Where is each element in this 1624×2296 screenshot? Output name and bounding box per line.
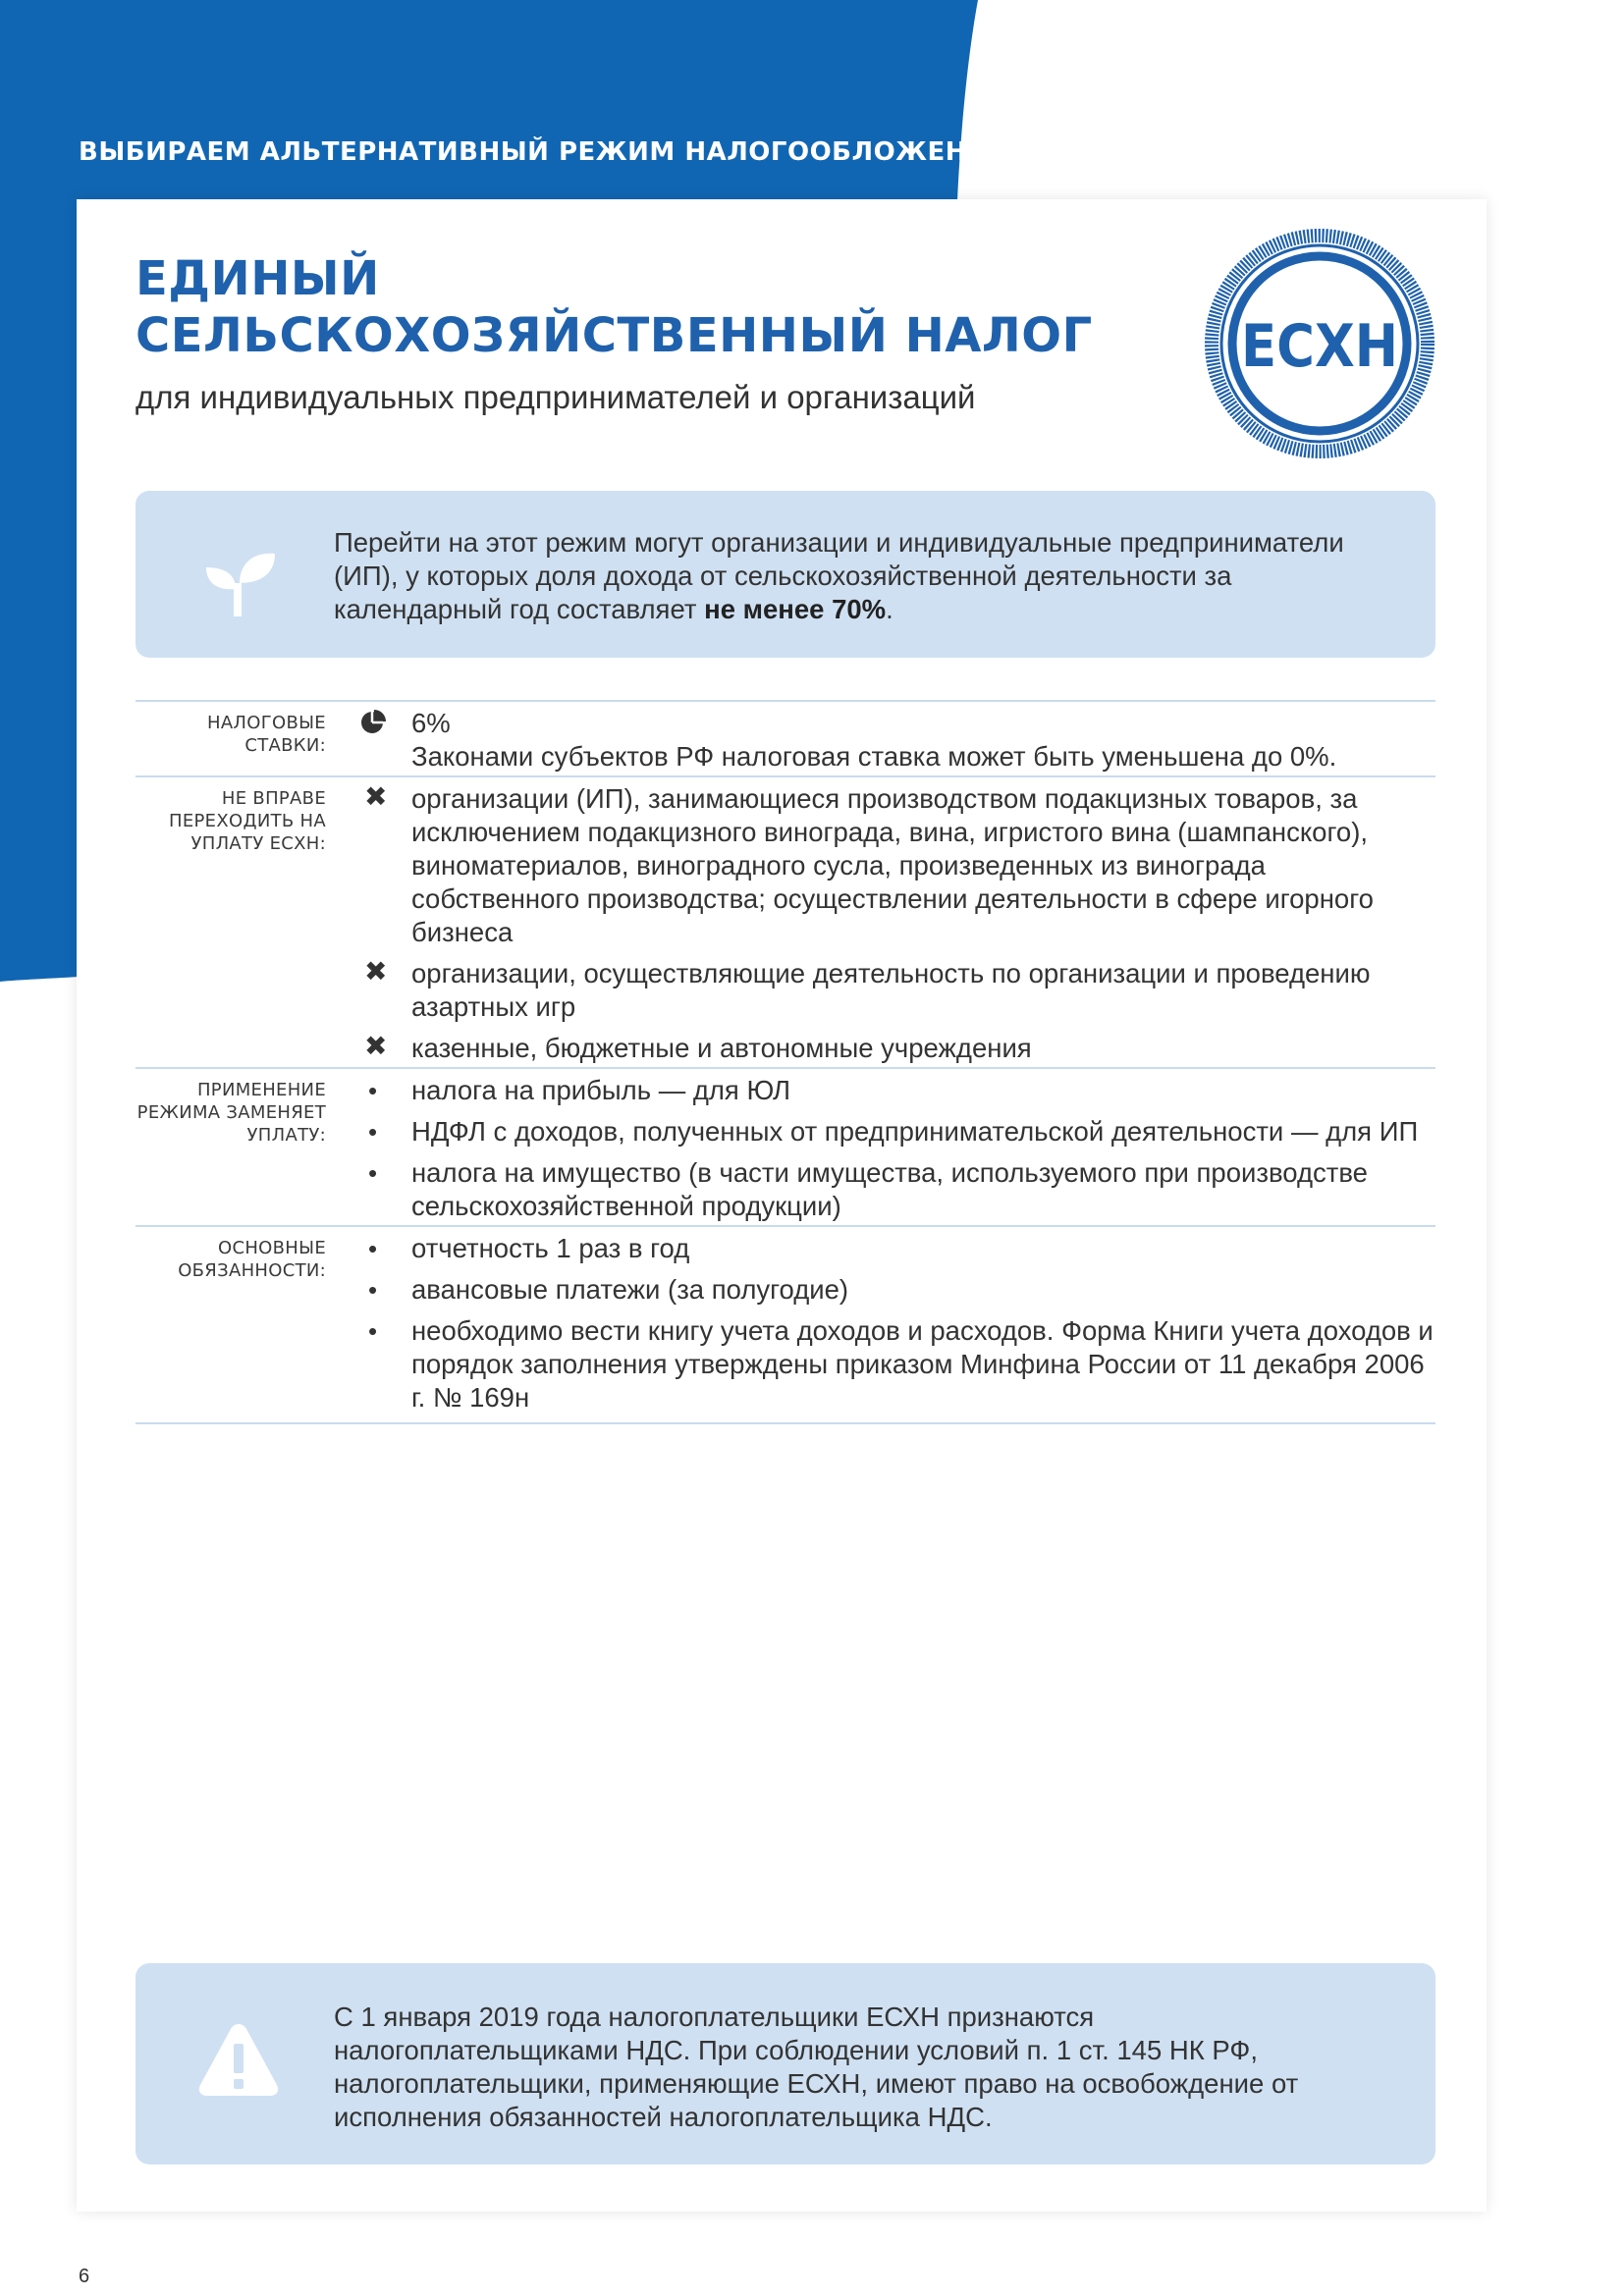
list-item [364, 1273, 1435, 1307]
item-text: организации (ИП), занимающиеся производством подакцизных товаров, за исключением подакцизного винограда, вина, игристого вина (шампанского), виноматериалов, виноградного сусла, произведенных из винограда собственного производства; осуществлении деятельности в сфере игорного бизнеса [411, 783, 1374, 947]
page-title [135, 250, 1093, 364]
seal-text: ЕСХН [1241, 312, 1398, 381]
list-item [364, 1115, 1435, 1148]
list-item [364, 1156, 1435, 1223]
bullet-icon: • [368, 1117, 378, 1147]
item-text: необходимо вести книгу учета доходов и расходов. Форма Книги учета доходов и порядок заполнения утверждены приказом Минфина России от 11 декабря 2006 г. № 169н [411, 1315, 1434, 1413]
table-row [135, 700, 1435, 775]
tax-rate-note: Законами субъектов РФ налоговая ставка может быть уменьшена до 0%. [411, 741, 1337, 772]
warning-icon [196, 2020, 281, 2099]
row-body [364, 1227, 1435, 1422]
cross-icon: ✖ [364, 781, 388, 812]
item-text: налога на прибыль — для ЮЛ [411, 1075, 791, 1105]
intro-text-bold: не менее 70% [704, 594, 887, 624]
item-text: казенные, бюджетные и автономные учреждения [411, 1033, 1032, 1063]
pie-chart-icon [358, 707, 388, 740]
bullet-icon: • [368, 1158, 378, 1188]
table-row [135, 1225, 1435, 1424]
intro-info-box [135, 491, 1435, 658]
bullet-icon: • [368, 1076, 378, 1105]
item-text: отчетность 1 раз в год [411, 1233, 690, 1263]
list-item [364, 1314, 1435, 1420]
vat-note-box [135, 1963, 1435, 2164]
list-item [364, 707, 1435, 740]
intro-text-end: . [886, 594, 893, 624]
row-label-replaces: ПРИМЕНЕНИЕ РЕЖИМА ЗАМЕНЯЕТ УПЛАТУ: [136, 1080, 326, 1146]
bullet-icon: • [368, 1275, 378, 1305]
title-line-2: СЕЛЬСКОХОЗЯЙСТВЕННЫЙ НАЛОГ [135, 308, 1093, 363]
tax-rate-value: 6% [411, 708, 451, 738]
list-item [364, 782, 1435, 949]
item-text: НДФЛ с доходов, полученных от предпринимательской деятельности — для ИП [411, 1116, 1419, 1147]
table-row [135, 775, 1435, 1067]
item-text: налога на имущество (в части имущества, используемого при производстве сельскохозяйственной продукции) [411, 1157, 1368, 1221]
cross-icon: ✖ [364, 1031, 388, 1061]
list-item [364, 1074, 1435, 1107]
vat-note-text: С 1 января 2019 года налогоплательщики ЕСХН признаются налогоплательщиками НДС. При соблюдении условий п. 1 ст. 145 НК РФ, налогоплательщики, применяющие ЕСХН, имеют право на освобождение от исполнения обязанностей налогоплательщика НДС. [334, 2002, 1299, 2132]
list-item [364, 1232, 1435, 1265]
bullet-icon: • [368, 1234, 378, 1263]
row-body [364, 777, 1435, 1067]
section-label: ВЫБИРАЕМ АЛЬТЕРНАТИВНЫЙ РЕЖИМ НАЛОГООБЛОЖЕНИЯ [79, 137, 1009, 167]
intro-text [334, 526, 1377, 626]
page-number: 6 [79, 2266, 90, 2287]
info-table [135, 700, 1435, 1424]
sprout-icon [196, 538, 279, 620]
table-row [135, 1067, 1435, 1225]
page-subtitle: для индивидуальных предпринимателей и организаций [135, 379, 976, 415]
title-line-1: ЕДИНЫЙ [135, 251, 380, 306]
row-label-duties: ОСНОВНЫЕ ОБЯЗАННОСТИ: [178, 1238, 326, 1281]
eshn-seal-icon [1204, 228, 1435, 459]
row-label-not-eligible: НЕ ВПРАВЕ ПЕРЕХОДИТЬ НА УПЛАТУ ЕСХН: [169, 788, 326, 854]
list-item [364, 957, 1435, 1024]
row-body [364, 702, 1435, 775]
row-body [364, 1069, 1435, 1225]
intro-text-main: Перейти на этот режим могут организации и индивидуальные предприниматели (ИП), у которых доля дохода от сельскохозяйственной деятельности за календарный год составляет [334, 527, 1344, 624]
bullet-icon: • [368, 1316, 378, 1346]
cross-icon: ✖ [364, 956, 388, 987]
list-item [364, 740, 1435, 774]
item-text: авансовые платежи (за полугодие) [411, 1274, 849, 1305]
item-text: организации, осуществляющие деятельность по организации и проведению азартных игр [411, 958, 1371, 1022]
row-label-tax-rates: НАЛОГОВЫЕ СТАВКИ: [206, 713, 326, 756]
list-item [364, 1032, 1435, 1065]
